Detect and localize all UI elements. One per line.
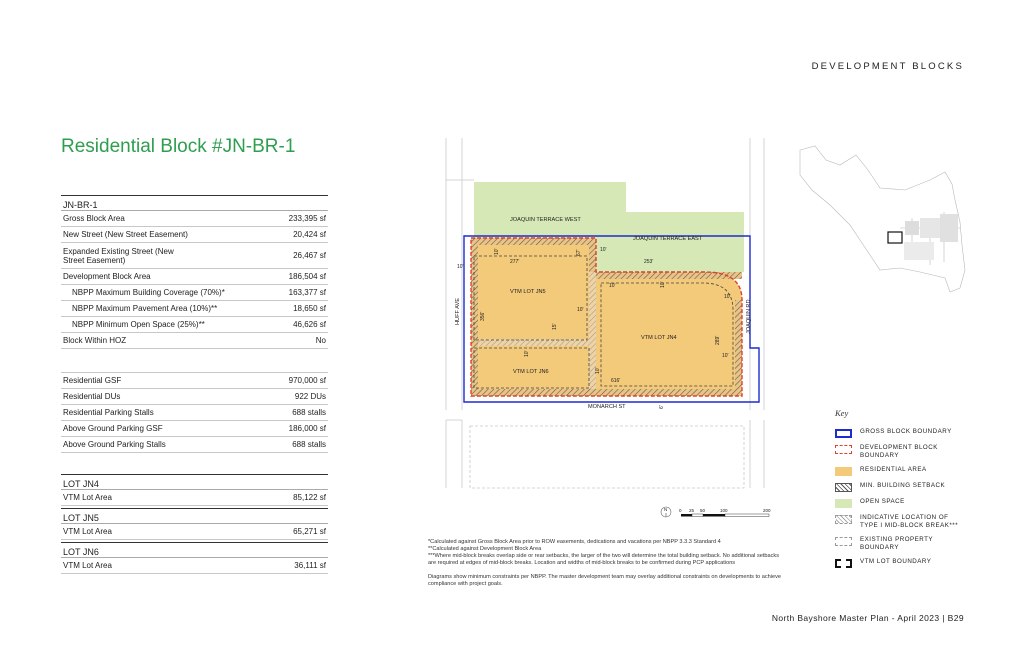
scale-tick: 100 — [720, 508, 728, 513]
dim-label: 253' — [644, 259, 654, 265]
row-value: 186,000 sf — [288, 424, 326, 433]
row-value: 688 stalls — [292, 408, 326, 417]
row-label: NBPP Maximum Pavement Area (10%)** — [72, 304, 218, 313]
row-label: VTM Lot Area — [63, 493, 112, 502]
legend-item — [835, 444, 965, 460]
legend-title: Key — [835, 408, 849, 418]
footnote: ***Where mid-block breaks overlap side or rear setbacks, the larger of the two will determine the total building setback. No additional setbacks are required at edges of mid-block breaks. Location and widths of mid-block breaks to be confirmed during PCP applications — [428, 553, 780, 566]
lot-heading: LOT JN4 — [61, 474, 328, 490]
dim-label: 10' — [595, 367, 601, 374]
dim-label: 10' — [524, 350, 530, 357]
residential-swatch — [835, 467, 852, 476]
dim-label: 10' — [722, 353, 729, 359]
legend-label: RESIDENTIAL AREA — [860, 466, 927, 473]
page-footer: North Bayshore Master Plan - April 2023 | B29 — [771, 613, 964, 623]
dim-label: 616' — [611, 378, 621, 384]
row-value: 233,395 sf — [288, 214, 326, 223]
map-label-lot-jn4: VTM LOT JN4 — [641, 335, 677, 341]
page-title: Residential Block #JN-BR-1 — [61, 136, 296, 157]
dim-label: 10' — [457, 264, 464, 270]
legend-item — [835, 428, 965, 438]
legend-label: OPEN SPACE — [860, 498, 905, 505]
footnote: Diagrams show minimum constraints per NBPP. The master development team may overlay additional constraints on developments to achieve compliance with project goals. — [428, 574, 781, 587]
row-label: New Street (New Street Easement) — [63, 230, 188, 239]
row-value: No — [315, 336, 326, 345]
row-value: 18,650 sf — [293, 304, 326, 313]
dim-label: 10' — [724, 294, 731, 300]
legend-label: GROSS BLOCK BOUNDARY — [860, 428, 952, 435]
dim-label: 67' — [576, 249, 582, 256]
row-label: VTM Lot Area — [63, 527, 112, 536]
property-swatch — [835, 537, 852, 546]
legend-label: INDICATIVE LOCATION OF TYPE I MID-BLOCK BREAK*** — [860, 514, 959, 529]
scale-tick: 200 — [763, 508, 771, 513]
footnote: *Calculated against Gross Block Area prior to ROW easements, dedications and vacations per NBPP 3.3.3 Standard 4 — [428, 539, 721, 545]
dim-label: 15' — [552, 323, 558, 330]
footnote: **Calculated against Development Block Area — [428, 546, 542, 552]
row-value: 46,626 sf — [293, 320, 326, 329]
dim-label: 10' — [660, 281, 666, 288]
mid-block-swatch — [835, 515, 852, 524]
gross-block-swatch — [835, 429, 852, 438]
row-value: 85,122 sf — [293, 493, 326, 502]
map-label-lot-jn6: VTM LOT JN6 — [513, 369, 549, 375]
vtm-lot-swatch — [835, 559, 852, 568]
row-value: 20,424 sf — [293, 230, 326, 239]
row-label: Residential DUs — [63, 392, 121, 401]
row-label: NBPP Minimum Open Space (25%)** — [72, 320, 205, 329]
legend-item — [835, 514, 965, 530]
row-value: 65,271 sf — [293, 527, 326, 536]
scale-bar — [661, 507, 771, 517]
scale-tick: 25 — [689, 508, 695, 513]
scale-tick: 50 — [700, 508, 706, 513]
row-value: 186,504 sf — [288, 272, 326, 281]
dim-label: 6' — [659, 405, 665, 409]
scale-tick: 0 — [679, 508, 682, 513]
dev-block-swatch — [835, 445, 852, 454]
setback-swatch — [835, 483, 852, 492]
row-value: 36,111 sf — [294, 561, 326, 570]
section-title: DEVELOPMENT BLOCKS — [811, 61, 964, 72]
row-label: Above Ground Parking GSF — [63, 424, 163, 433]
dim-label: 10' — [600, 247, 607, 253]
map-label-lot-jn5: VTM LOT JN5 — [510, 289, 546, 295]
legend — [835, 408, 965, 574]
legend-item — [835, 536, 965, 552]
open-space-swatch — [835, 499, 852, 508]
row-label: Residential GSF — [63, 376, 122, 385]
key-map — [800, 146, 965, 292]
row-value: 922 DUs — [294, 392, 326, 401]
north-label: N — [664, 507, 668, 512]
legend-label: DEVELOPMENT BLOCK BOUNDARY — [860, 444, 938, 459]
dim-label: 10' — [577, 307, 584, 313]
map-label-joaquin-west: JOAQUIN TERRACE WEST — [510, 217, 581, 223]
dim-label: 356' — [480, 311, 486, 321]
row-label: Above Ground Parking Stalls — [63, 440, 166, 449]
map-label-huff: HUFF AVE — [455, 298, 461, 325]
row-label: Gross Block Area — [63, 214, 125, 223]
legend-label: VTM LOT BOUNDARY — [860, 558, 932, 565]
lot-heading: LOT JN6 — [61, 542, 328, 558]
legend-item — [835, 498, 965, 508]
legend-item — [835, 482, 965, 492]
dim-label: 289' — [715, 335, 721, 345]
row-value: 970,000 sf — [288, 376, 326, 385]
row-label: Block Within HOZ — [63, 336, 127, 345]
table-heading: JN-BR-1 — [61, 195, 328, 211]
legend-item — [835, 466, 965, 476]
footnotes — [428, 539, 788, 595]
legend-label: MIN. BUILDING SETBACK — [860, 482, 946, 489]
row-value: 163,377 sf — [288, 288, 326, 297]
row-label: Development Block Area — [63, 272, 151, 281]
legend-label: EXISTING PROPERTY BOUNDARY — [860, 536, 933, 551]
row-label: VTM Lot Area — [63, 561, 112, 570]
row-label: NBPP Maximum Building Coverage (70%)* — [72, 288, 225, 297]
lot-heading: LOT JN5 — [61, 508, 328, 524]
dim-label: 277' — [510, 259, 520, 265]
row-value: 688 stalls — [292, 440, 326, 449]
row-label: Residential Parking Stalls — [63, 408, 154, 417]
map-label-joaquin-east: JOAQUIN TERRACE EAST — [633, 236, 703, 242]
key-map-highlight — [888, 232, 902, 243]
map-label-monarch: MONARCH ST — [588, 404, 626, 410]
row-label: Expanded Existing Street (New Street Easement) — [63, 246, 174, 265]
row-value: 26,467 sf — [293, 251, 326, 260]
dim-label: 10' — [494, 248, 500, 255]
legend-item — [835, 558, 965, 568]
dim-label: 10' — [609, 283, 616, 289]
map-label-joaquin-rd: JOAQUIN RD — [746, 299, 752, 334]
